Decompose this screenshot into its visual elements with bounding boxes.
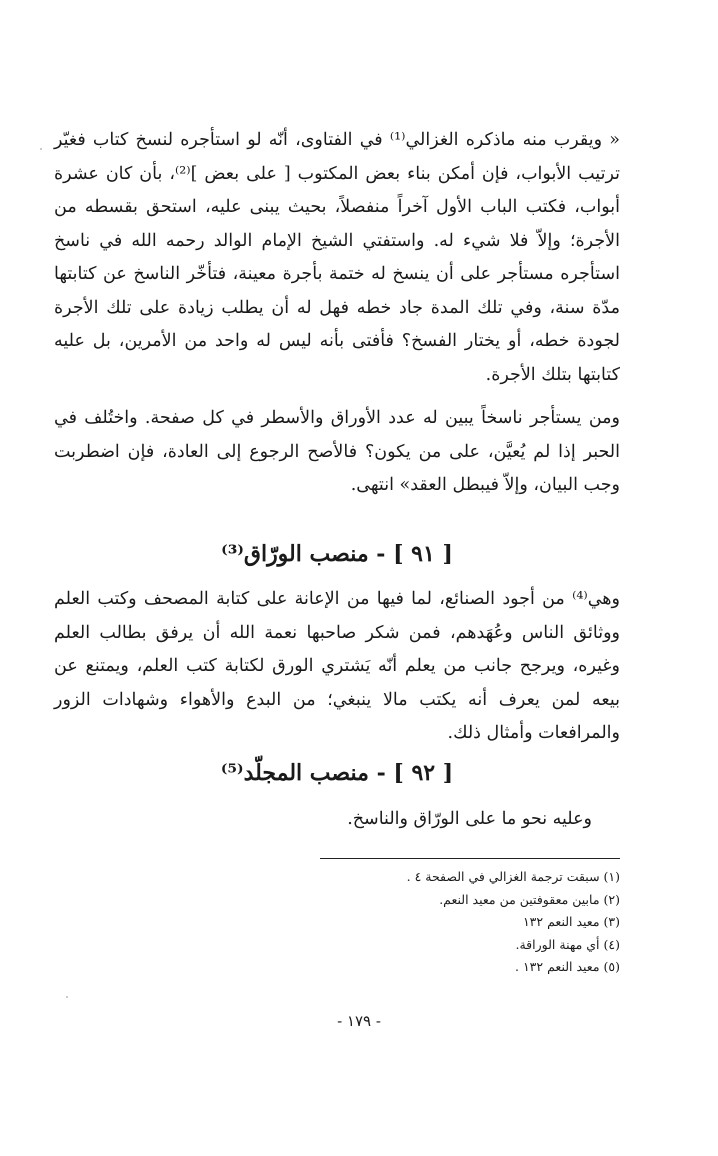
main-text-block [54,124,620,392]
footnote-separator [320,858,620,859]
scan-speck [40,148,42,150]
fourth-text-block [54,803,620,837]
paragraph-quotation: « ويقرب منه ماذكره الغزالي⁽¹⁾ في الفتاوى، أنّه لو استأجره لنسخ كتاب فغيّر ترتيب الأبواب، فإن أمكن بناء بعض المكتوب [ على بعض ]⁽²⁾، بأن كان عشرة أبواب، فكتب الباب الأول آخراً منفصلاً، بحيث يبنى عليه، استحق بقسطه من الأجرة؛ وإلاّ فلا شيء له. واستفتي الشيخ الإمام الوالد رحمه الله في ناسخ استأجره مستأجر على أن ينسخ له ختمة بأجرة معينة، فتأخّر الناسخ عن كتابتها مدّة سنة، وفي تلك المدة جاد خطه فهل له أن يطلب زيادة على تلك الأجرة لجودة خطه، أو يختار الفسخ؟ فأفتى بأنه ليس له واحد من الأمرين، بل عليه كتابتها بتلك الأجرة. [54,130,620,385]
footnote-1: (١) سبقت ترجمة الغزالي في الصفحة ٤ . [406,869,620,884]
section-heading-91: [ ٩١ ] - منصب الورّاق⁽³⁾ [221,541,453,567]
second-text-block [54,402,620,503]
footnote-2: (٢) مابين معقوفتين من معيد النعم. [439,891,620,907]
paragraph-binder: وعليه نحو ما على الورّاق والناسخ. [347,809,592,829]
third-text-block [54,583,620,751]
paragraph-ink: ومن يستأجر ناسخاً يبين له عدد الأوراق والأسطر في كل صفحة. واختُلف في الحبر إذا لم يُعيَّن، على من يكون؟ فالأصح الرجوع إلى العادة، فإن اضطربت وجب البيان، وإلاّ فيبطل العقد» انتهى. [54,408,620,495]
section-heading-92: [ ٩٢ ] - منصب المجلّد⁽⁵⁾ [220,760,454,786]
scan-speck [66,996,68,998]
page-number: - ١٧٩ - [337,1012,381,1030]
footnote-4: (٤) أي مهنة الوراقة. [515,936,620,952]
footnotes [300,866,620,979]
paragraph-warraq: وهي⁽⁴⁾ من أجود الصنائع، لما فيها من الإعانة على كتابة المصحف وكتب العلم ووثائق الناس وعُهَدهم، فمن شكر صاحبها نعمة الله أن يرفق بطالب العلم وغيره، ويرجح جانب من يعلم أنّه يَشتري الورق لكتابة كتب العلم، ويمتنع عن بيعه لمن يعرف أنه يكتب مالا ينبغي؛ من البدع والأهواء وشهادات الزور والمرافعات وأمثال ذلك. [54,589,620,743]
footnote-3: (٣) معيد النعم ١٣٢ [522,914,620,929]
footnote-5: (٥) معيد النعم ١٣٢ . [515,959,620,974]
